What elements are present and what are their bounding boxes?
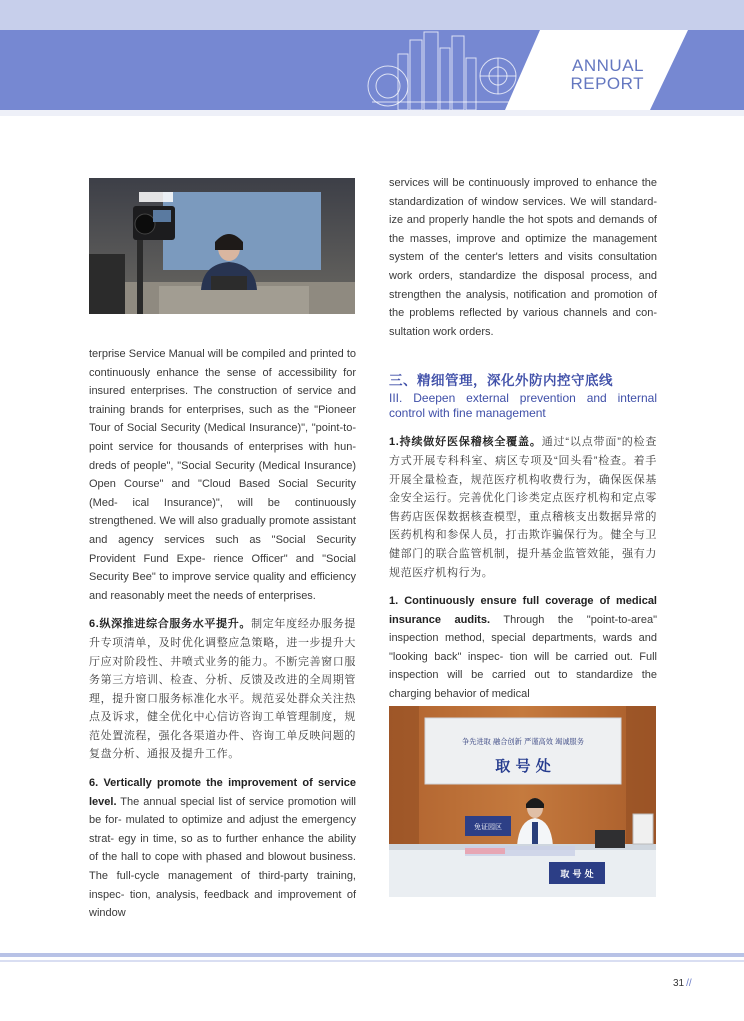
cn-body-service-level: 制定年度经办服务提升专项清单，及时优化调整应急策略，进一步提升大厅应对阶段性、井喷式业务的能力。不断完善窗口服务第三方培训、检查、分析、反馈及改进的全周期管理，提升窗口服务标准化水平。规范妥处群众关注热点及诉求，健全优化中心信访咨询工单管理制度，规范处置流程，强化各渠道办件、咨询工单反映问题的复盘分析、通报及提升工作。 [89,618,356,761]
paragraph-en-service-level [89,774,356,923]
zone-sign-text: 免证园区 [474,823,502,831]
paragraph-en-audit [389,592,657,704]
header-shadow [0,110,744,116]
paragraph-cn-audit [389,433,657,582]
footer-rule [0,953,744,957]
page-number-value: 31 [673,978,685,989]
photo-presenter-studio [89,178,355,314]
footer-rule-thin [0,960,744,962]
title-line-annual: ANNUAL [572,56,644,75]
photo-ticket-counter [389,706,656,897]
cn-body-audit: 通过“以点带面”的检查方式开展专科科室、病区专项及“回头看”检查。着手开展全量检查，规范医疗机构收费行为，确保医保基金安全运行。完善优化门诊类定点医疗机构和定点零售药店医保数据核查模型，重点稽核支出数据异常的医药机构和参保人员，打击欺诈骗保行为。健全与卫健部门的联合监管机制，提升基金监管效能，强有力规范医疗机构行为。 [389,436,657,579]
title-line-report: REPORT [570,74,644,93]
cn-heading-service-level: 6.纵深推进综合服务水平提升。 [89,618,252,631]
right-column [389,174,657,704]
section-title-cn: 三、精细管理，深化外防内控守底线 [389,373,613,389]
en-heading-service-level: 6. Vertically promote the improvement of service level. [89,777,356,808]
annual-report-title [570,57,644,93]
cn-heading-audit: 1.持续做好医保稽核全覆盖。 [389,436,542,449]
left-column [89,345,356,923]
counter-sign-text: 取 号 处 [495,757,551,775]
en-body-service-level: The annual special list of service promotion will be for- mulated to optimize and adjust the emergency strat- egy in time, so as to further enhance the ability of the hall to cope with phased and blowout business. The full-cycle management of third-party training, inspec- tion, analysis, feedback and improvement of window [89,795,356,920]
desk-sign-text: 取 号 处 [560,870,594,880]
en-body-audit: Through the "point-to-area" inspection method, special departments, wards and "looking back" inspec- tion will be carried out. Full inspection will be carried out to standardize the charging behavior of medical [389,613,657,701]
section-title-en: III. Deepen external prevention and internal control with fine management [389,391,657,421]
banner-slogan: 争先进取 融合创新 严谨高效 竭诚服务 [462,737,584,746]
page-slashes: // [686,978,692,989]
page-number [673,978,692,989]
en-heading-audit: 1. Continuously ensure full coverage of medical insurance audits. [389,595,657,626]
paragraph-cn-service-level [89,615,356,764]
header-top-band [0,0,744,30]
paragraph-enterprise-service: terprise Service Manual will be compiled and printed to continuously enhance the sense of accessibility for insured enterprises. The construction of service and training brands for enterprises, such as the "Pioneer Tour of Social Security (Medical Insurance)", "point-to-point service for thousands of enterprises with hun- dreds of people", "Social Security (Medical Insurance) Open Course" and "Cloud Based Social Security (Med- ical Insurance)", will be continuously strengthened. We will also gradually promote assistant and agency services such as "Social Security Provident Fund Expe- rience Officer" and "Social Security Bee" to improve service quality and efficiency and reasonably meet the needs of enterprises. [89,348,356,602]
paragraph-window-services: services will be continuously improved to enhance the standardization of window services. We will standard- ize and properly handle the hot spots and demands of the masses, improve and optimize the management system of the center's letters and visits consultation work orders, standardize the disposal process, and strengthen the analysis, notification and promotion of the problems reflected by various channels and con- sultation work orders. [389,177,657,338]
